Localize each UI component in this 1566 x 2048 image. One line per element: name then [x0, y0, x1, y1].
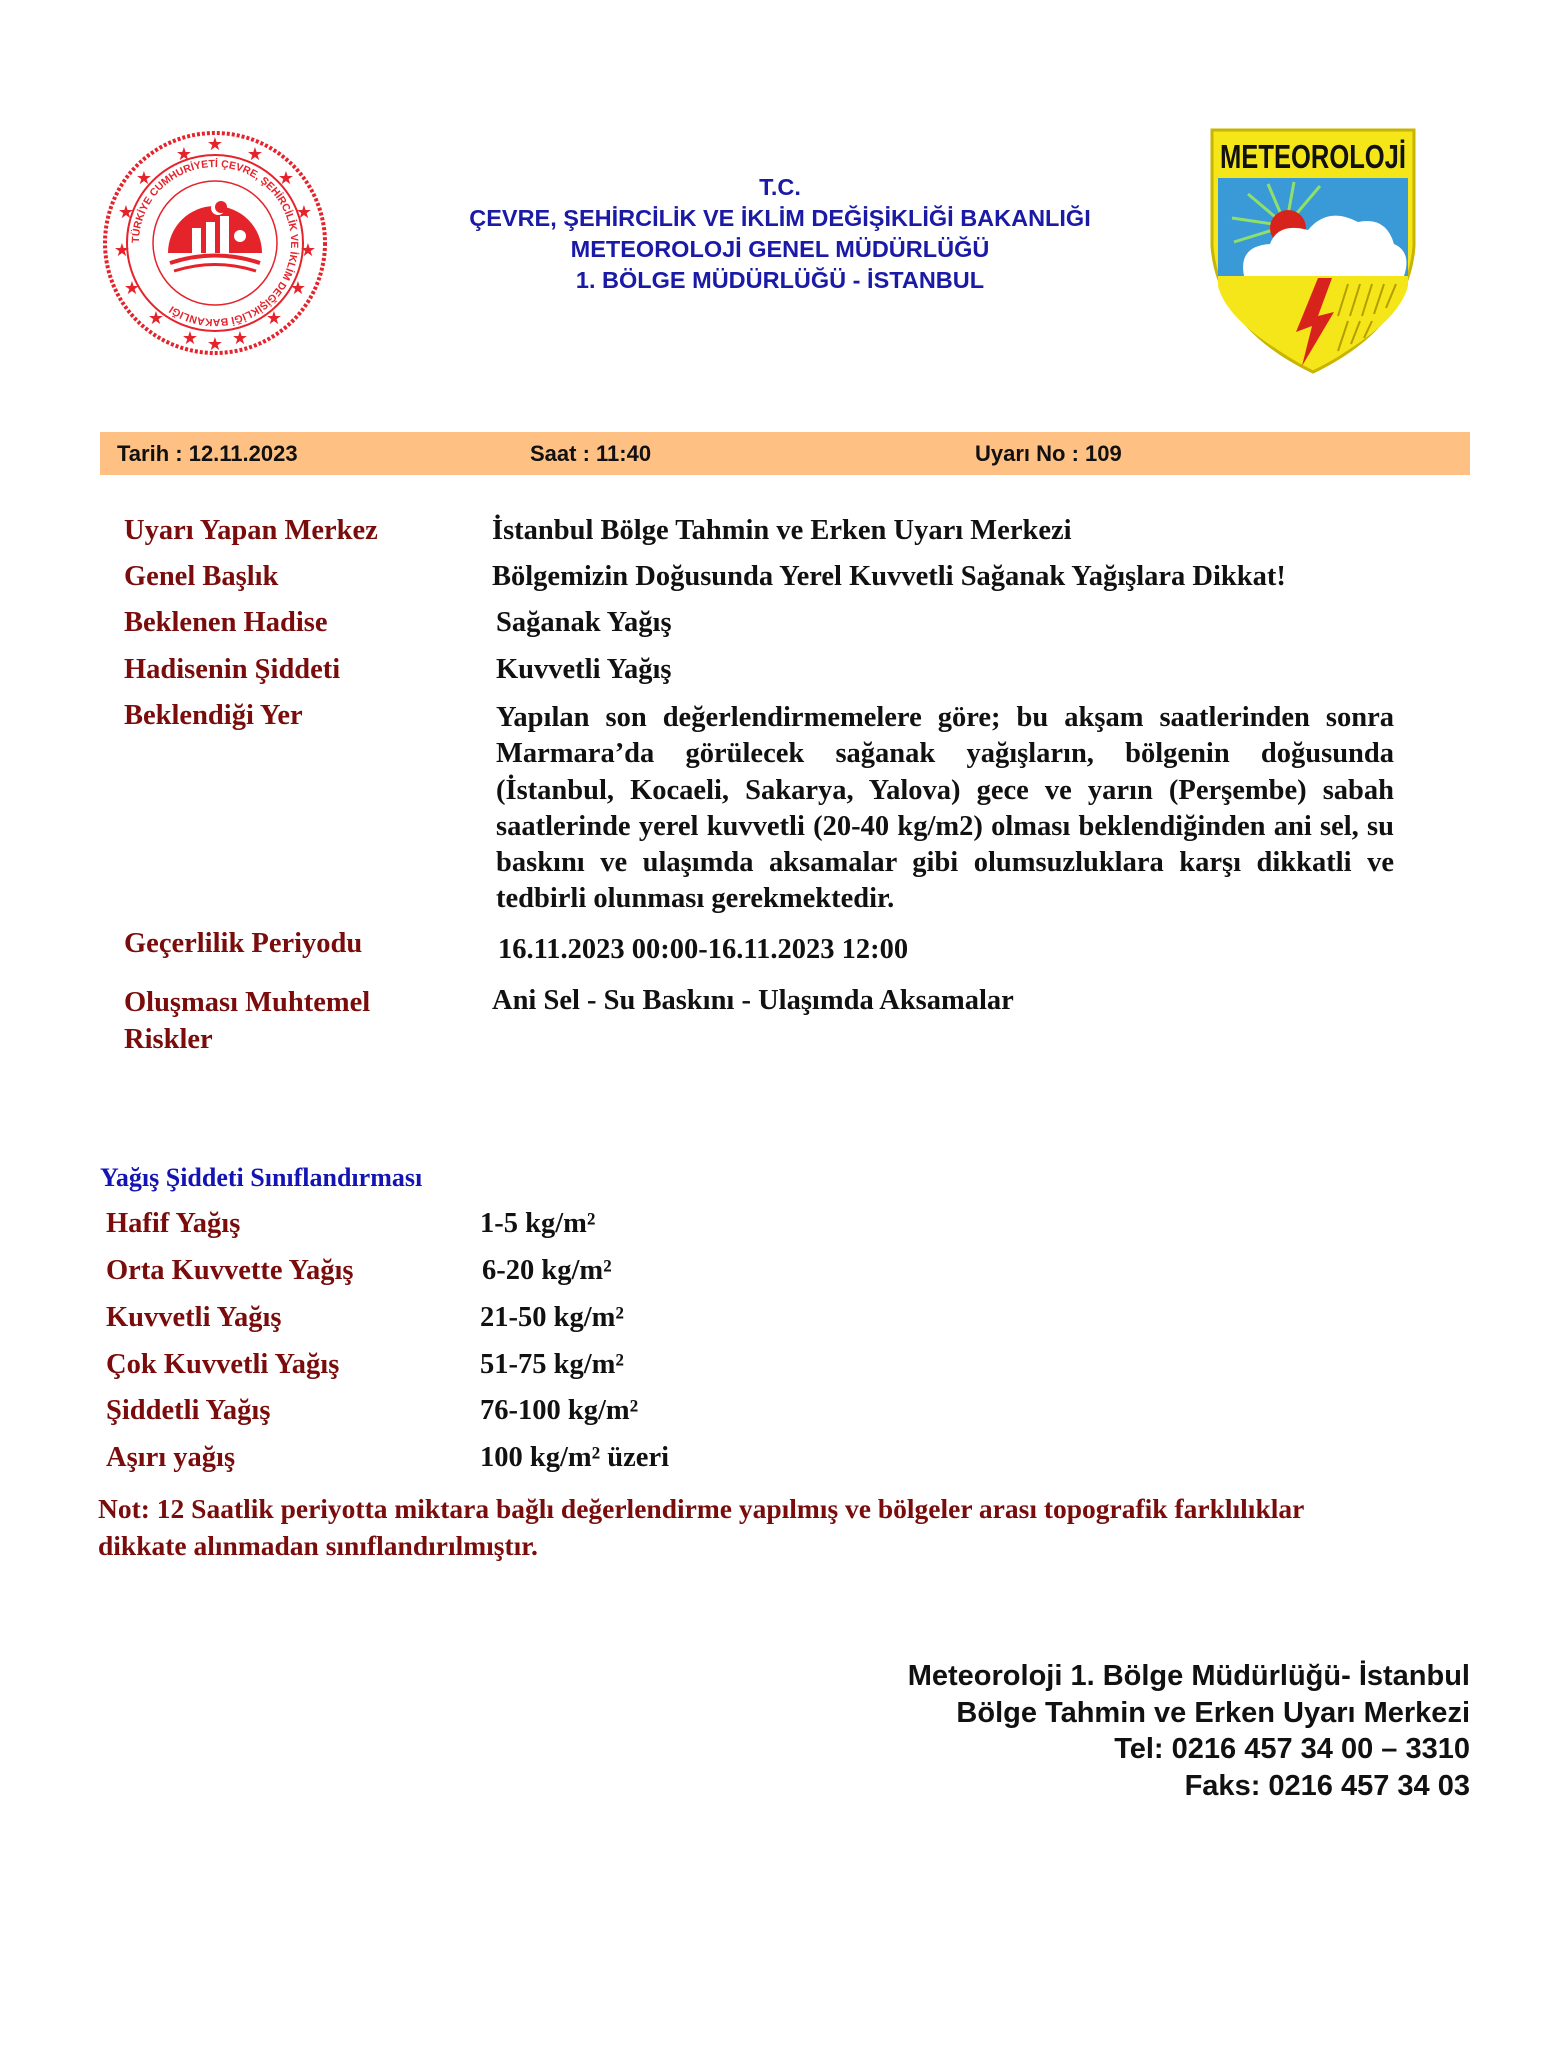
svg-text:★: ★: [117, 202, 135, 223]
heading-line-ministry: ÇEVRE, ŞEHİRCİLİK VE İKLİM DEĞİŞİKLİĞİ BAKANLIĞI: [469, 205, 1091, 231]
warning-info-bar: [100, 432, 1470, 475]
svg-text:★: ★: [265, 308, 283, 329]
class-range: 1-5 kg/m²: [480, 1208, 596, 1239]
footer-center: Bölge Tahmin ve Erken Uyarı Merkezi: [956, 1696, 1470, 1729]
warning-time: Saat : 11:40: [530, 441, 652, 466]
svg-text:★: ★: [175, 144, 193, 165]
ministry-seal-icon: [100, 128, 330, 358]
label-issuing-center: Uyarı Yapan Merkez: [124, 515, 378, 546]
class-name: Çok Kuvvetli Yağış: [106, 1349, 340, 1380]
value-expected-location: Yapılan son değerlendirmemelere göre; bu akşam saatlerinden sonra Marmara’da görülecek sağanak yağışların, bölgenin doğusunda (İstanbul, Kocaeli, Sakarya, Yalova) gece ve yarın (Perşembe) sabah saatlerinde yerel kuvvetli (20-40 kg/m2) olması beklendiğinden ani sel, su baskını ve ulaşımda aksamalar gibi olumsuzluklara karşı dikkatli ve tedbirli olunması gerekmektedir.: [496, 702, 1394, 915]
svg-text:★: ★: [206, 134, 224, 155]
svg-text:★: ★: [231, 328, 249, 349]
label-expected-location: Beklendiği Yer: [124, 700, 303, 731]
svg-text:★: ★: [123, 278, 141, 299]
heading-line-directorate: METEOROLOJİ GENEL MÜDÜRLÜĞÜ: [570, 236, 990, 262]
value-issuing-center: İstanbul Bölge Tahmin ve Erken Uyarı Merkezi: [492, 515, 1072, 546]
label-expected-event: Beklenen Hadise: [124, 607, 328, 638]
footer-fax: Faks: 0216 457 34 03: [1184, 1769, 1470, 1802]
footer-directorate: Meteoroloji 1. Bölge Müdürlüğü- İstanbul: [907, 1660, 1470, 1692]
svg-text:★: ★: [299, 240, 317, 261]
class-range: 6-20 kg/m²: [482, 1255, 612, 1286]
contact-footer: [908, 1658, 1470, 1804]
svg-text:★: ★: [295, 202, 313, 223]
svg-text:★: ★: [289, 278, 307, 299]
value-possible-risks: Ani Sel - Su Baskını - Ulaşımda Aksamalar: [492, 985, 1014, 1016]
class-name: Kuvvetli Yağış: [106, 1302, 282, 1333]
meteorology-emblem-logo: [1208, 126, 1418, 374]
class-range: 51-75 kg/m²: [480, 1349, 624, 1380]
heading-line-tc: T.C.: [759, 174, 801, 200]
svg-text:★: ★: [147, 308, 165, 329]
svg-text:★: ★: [246, 144, 264, 165]
label-possible-risks-line1: Oluşması Muhtemel: [124, 987, 371, 1018]
svg-text:★: ★: [135, 168, 153, 189]
value-event-severity: Kuvvetli Yağış: [496, 654, 672, 685]
warning-number: Uyarı No : 109: [975, 441, 1122, 466]
footer-phone: Tel: 0216 457 34 00 – 3310: [1114, 1733, 1470, 1765]
heading-line-region: 1. BÖLGE MÜDÜRLÜĞÜ - İSTANBUL: [575, 267, 985, 293]
classification-title: Yağış Şiddeti Sınıflandırması: [100, 1163, 423, 1192]
label-general-title: Genel Başlık: [124, 561, 279, 592]
svg-text:★: ★: [206, 334, 224, 355]
class-name: Aşırı yağış: [106, 1442, 236, 1473]
label-validity-period: Geçerlilik Periyodu: [124, 928, 363, 959]
document-heading: [400, 172, 1160, 296]
label-possible-risks: [124, 984, 370, 1058]
ministry-seal-logo: [100, 128, 330, 358]
class-name: Şiddetli Yağış: [106, 1395, 271, 1426]
svg-text:★: ★: [181, 328, 199, 349]
svg-text:METEOROLOJİ: METEOROLOJİ: [1220, 138, 1406, 175]
meteorology-shield-icon: [1208, 126, 1418, 374]
value-expected-event: Sağanak Yağış: [496, 607, 672, 638]
class-range: 76-100 kg/m²: [480, 1395, 639, 1426]
svg-text:★: ★: [113, 240, 131, 261]
label-event-severity: Hadisenin Şiddeti: [124, 654, 341, 685]
svg-text:★: ★: [277, 168, 295, 189]
warning-date: Tarih : 12.11.2023: [117, 441, 298, 466]
class-range: 100 kg/m² üzeri: [480, 1442, 670, 1473]
class-name: Hafif Yağış: [106, 1208, 241, 1239]
label-possible-risks-line2: Riskler: [124, 1024, 213, 1055]
class-range: 21-50 kg/m²: [480, 1302, 624, 1333]
value-validity-period: 16.11.2023 00:00-16.11.2023 12:00: [498, 934, 909, 965]
classification-note: Not: 12 Saatlik periyotta miktara bağlı değerlendirme yapılmış ve bölgeler arası topografik farklılıklar dikkate alınmadan sınıflandırılmıştır.: [98, 1493, 1304, 1561]
svg-text:TÜRKİYE CUMHURİYETİ ÇEVRE, ŞEH: TÜRKİYE CUMHURİYETİ ÇEVRE, ŞEHİRCİLİK VE İKLİM DEĞİŞİKLİĞİ BAKANLIĞI: [129, 157, 301, 329]
value-general-title: Bölgemizin Doğusunda Yerel Kuvvetli Sağanak Yağışlara Dikkat!: [492, 561, 1286, 592]
class-name: Orta Kuvvette Yağış: [106, 1255, 354, 1286]
